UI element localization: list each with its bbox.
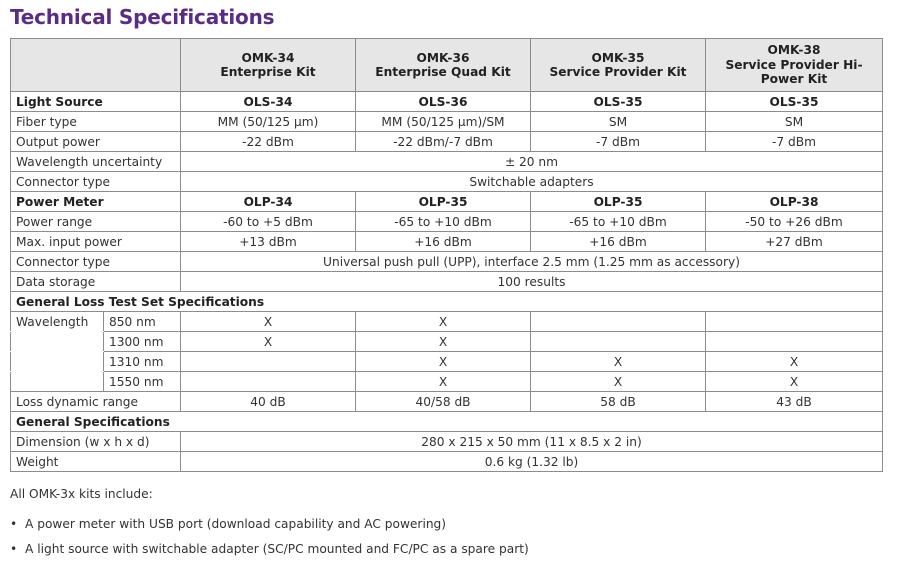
model-cell: OLP-34	[181, 192, 356, 212]
row-label: Wavelength	[11, 312, 104, 332]
mark-cell	[706, 312, 883, 332]
spec-table	[10, 38, 883, 472]
wavelength-cell: 1310 nm	[104, 352, 181, 372]
table-row	[11, 132, 883, 152]
row-label: Output power	[11, 132, 181, 152]
mark-cell: X	[356, 352, 531, 372]
row-label-blank	[11, 332, 104, 352]
row-label: Connector type	[11, 172, 181, 192]
table-row	[11, 152, 883, 172]
table-row	[11, 112, 883, 132]
table-cell: SM	[531, 112, 706, 132]
list-item: • A light source with switchable adapter (SC/PC mounted and FC/PC as a spare part)	[10, 542, 529, 556]
section-heading: General Loss Test Set Specifications	[11, 292, 883, 312]
table-row	[11, 332, 883, 352]
table-cell: +13 dBm	[181, 232, 356, 252]
mark-cell: X	[181, 312, 356, 332]
row-label: Loss dynamic range	[11, 392, 181, 412]
mark-cell: X	[706, 372, 883, 392]
table-cell: -65 to +10 dBm	[356, 212, 531, 232]
bullet-icon: •	[10, 517, 18, 531]
table-cell: 40/58 dB	[356, 392, 531, 412]
mark-cell: X	[356, 312, 531, 332]
table-cell: -65 to +10 dBm	[531, 212, 706, 232]
page-title: Technical Specifications	[10, 5, 275, 29]
header-blank-cell	[11, 39, 181, 92]
section-heading: Light Source	[11, 92, 181, 112]
mark-cell	[531, 332, 706, 352]
table-cell: ± 20 nm	[181, 152, 883, 172]
table-row	[11, 372, 883, 392]
row-label: Wavelength uncertainty	[11, 152, 181, 172]
row-label-blank	[11, 352, 104, 372]
model-cell: OLS-35	[706, 92, 883, 112]
row-label: Fiber type	[11, 112, 181, 132]
table-row	[11, 172, 883, 192]
table-cell: MM (50/125 µm)	[181, 112, 356, 132]
table-cell: -60 to +5 dBm	[181, 212, 356, 232]
table-cell: Switchable adapters	[181, 172, 883, 192]
table-row	[11, 312, 883, 332]
table-cell: -22 dBm	[181, 132, 356, 152]
model-cell: OLP-35	[356, 192, 531, 212]
wavelength-cell: 1300 nm	[104, 332, 181, 352]
table-cell: SM	[706, 112, 883, 132]
bullet-icon: •	[10, 542, 18, 556]
column-header: OMK-34 Enterprise Kit	[181, 39, 356, 92]
wavelength-cell: 850 nm	[104, 312, 181, 332]
table-row	[11, 432, 883, 452]
mark-cell	[181, 372, 356, 392]
table-cell: +16 dBm	[531, 232, 706, 252]
model-cell: OLS-34	[181, 92, 356, 112]
table-row	[11, 412, 883, 432]
table-row	[11, 392, 883, 412]
column-header: OMK-35 Service Provider Kit	[531, 39, 706, 92]
table-row	[11, 352, 883, 372]
table-cell: 0.6 kg (1.32 lb)	[181, 452, 883, 472]
table-cell: 43 dB	[706, 392, 883, 412]
table-row	[11, 292, 883, 312]
row-label-blank	[11, 372, 104, 392]
mark-cell: X	[531, 352, 706, 372]
mark-cell	[181, 352, 356, 372]
table-cell: -7 dBm	[531, 132, 706, 152]
table-cell: 40 dB	[181, 392, 356, 412]
model-cell: OLP-35	[531, 192, 706, 212]
table-cell: 280 x 215 x 50 mm (11 x 8.5 x 2 in)	[181, 432, 883, 452]
table-cell: 100 results	[181, 272, 883, 292]
row-label: Data storage	[11, 272, 181, 292]
section-heading: Power Meter	[11, 192, 181, 212]
mark-cell	[531, 312, 706, 332]
row-label: Connector type	[11, 252, 181, 272]
table-cell: -7 dBm	[706, 132, 883, 152]
model-cell: OLP-38	[706, 192, 883, 212]
wavelength-cell: 1550 nm	[104, 372, 181, 392]
table-row	[11, 92, 883, 112]
mark-cell	[706, 332, 883, 352]
model-cell: OLS-35	[531, 92, 706, 112]
mark-cell: X	[356, 372, 531, 392]
row-label: Dimension (w x h x d)	[11, 432, 181, 452]
column-header: OMK-36 Enterprise Quad Kit	[356, 39, 531, 92]
row-label: Power range	[11, 212, 181, 232]
row-label: Weight	[11, 452, 181, 472]
mark-cell: X	[706, 352, 883, 372]
kit-list	[10, 515, 529, 565]
table-cell: +16 dBm	[356, 232, 531, 252]
model-cell: OLS-36	[356, 92, 531, 112]
table-cell: MM (50/125 µm)/SM	[356, 112, 531, 132]
table-row	[11, 272, 883, 292]
table-row	[11, 452, 883, 472]
mark-cell: X	[531, 372, 706, 392]
table-cell: -50 to +26 dBm	[706, 212, 883, 232]
table-cell: -22 dBm/-7 dBm	[356, 132, 531, 152]
table-row	[11, 212, 883, 232]
row-label: Max. input power	[11, 232, 181, 252]
table-row	[11, 192, 883, 212]
section-heading: General Specifications	[11, 412, 883, 432]
table-cell: Universal push pull (UPP), interface 2.5 mm (1.25 mm as accessory)	[181, 252, 883, 272]
list-item: • A power meter with USB port (download capability and AC powering)	[10, 517, 447, 531]
column-header: OMK-38 Service Provider Hi-Power Kit	[706, 39, 883, 92]
mark-cell: X	[181, 332, 356, 352]
table-cell: +27 dBm	[706, 232, 883, 252]
table-row	[11, 232, 883, 252]
mark-cell: X	[356, 332, 531, 352]
table-row	[11, 252, 883, 272]
table-cell: 58 dB	[531, 392, 706, 412]
table-header-row	[11, 39, 883, 92]
kit-note: All OMK-3x kits include:	[10, 487, 153, 501]
